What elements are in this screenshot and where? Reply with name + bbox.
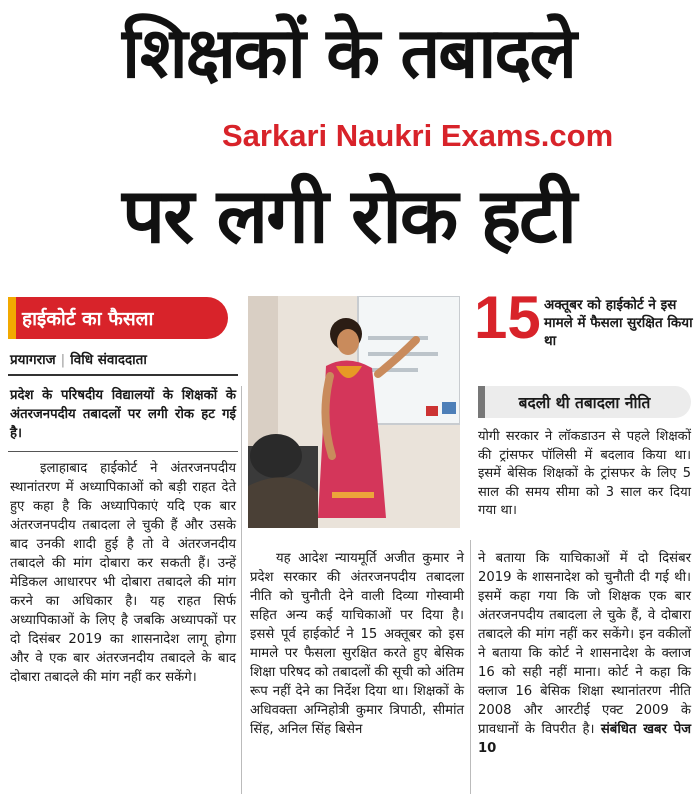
related-news-crossref: संबंधित खबर पेज 10 xyxy=(478,722,691,756)
column-divider xyxy=(241,386,242,794)
article-column-3 xyxy=(478,549,691,758)
teacher-photo-illustration xyxy=(248,296,460,528)
column-divider xyxy=(470,540,471,794)
divider xyxy=(8,451,238,452)
divider xyxy=(8,374,238,376)
column-2-text: यह आदेश न्यायमूर्ति अजीत कुमार ने प्रदेश सरकार की अंतरजनपदीय तबादला नीति को चुनौती देने वाली दिव्या गोस्वामी सहित अन्य कई याचिकाओं पर दिया है। इससे पूर्व हाईकोर्ट ने 15 अक्तूबर को इस मामले पर फैसला सुरक्षित करते हुए बेसिक शिक्षा परिषद को तबादलों की सूची को अंतिम रूप नहीं देने का निर्देश दिया था। शिक्षकों के अधिवक्ता अग्निहोत्री कुमार त्रिपाठी, सीमांत सिंह, अनिल सिंह बिसेन xyxy=(250,551,464,737)
column-1-text: इलाहाबाद हाईकोर्ट ने अंतरजनपदीय स्थानांतरण में अध्यापिकाओं को बड़ी राहत देते हुए कहा है कि अध्यापिकाएं यदि एक बार अंतरजनपदीय तबादला ले चुकी हैं और उसके बाद उनकी शादी हुई है तो वे अंतरजनदीय तबादले की मांग दोबारा कर सकती हैं। उन्हें मेडिकल आधारपर भी दोबारा तबादले की मांग करने का अधिकार है। यह राहत सिर्फ अध्यापिकाओं के लिए है जबकि अध्यापकों पर दो दिसंबर 2019 का शासनादेश लागू होगा और वे एक बार अंतरजनदीय तबादले के बाद दोबारा तबादले की मांग नहीं कर सकेंगे। xyxy=(10,461,236,685)
dateline-place: प्रयागराज xyxy=(10,352,56,368)
intro-text: प्रदेश के परिषदीय विद्यालयों के शिक्षकों के अंतरजनपदीय तबादलों पर लगी रोक हट गई है। xyxy=(10,388,236,441)
verdict-banner: हाईकोर्ट का फैसला xyxy=(8,297,228,339)
dateline-reporter: विधि संवाददाता xyxy=(70,352,147,368)
highlight-number: 15 xyxy=(474,284,541,351)
highlight-text: अक्तूबर को हाईकोर्ट ने इस मामले में फैसला सुरक्षित किया था xyxy=(544,297,693,349)
teacher-photo xyxy=(248,296,460,528)
column-3-paragraph xyxy=(478,549,691,758)
dateline xyxy=(10,350,147,368)
policy-text: योगी सरकार ने लॉकडाउन से पहले शिक्षकों की ट्रांसफर पॉलिसी में बदलाव किया था। इसमें बेसिक शिक्षकों के ट्रांसफर के लिए 5 साल की समय सीमा को 3 साल कर दिया गया था। xyxy=(478,429,691,518)
article-column-2 xyxy=(250,549,464,739)
column-3-text: ने बताया कि याचिकाओं में दो दिसंबर 2019 के शासनादेश को चुनौती दी गई थी। इसमें कहा गया कि जो शिक्षक एक बार अंतरजनपदीय तबादला ले चुके हैं, वे दोबारा तबादले की मांग नहीं कर सकेंगे। इन वकीलों ने बताया कि कोर्ट ने शासनादेश के क्लाज 16 को सही नहीं माना। कोर्ट ने कहा कि क्लाज 16 बेसिक शिक्षा स्थानांतरण नीति 2008 और आरटीई एक्ट 2009 के प्रावधानों के विपरीत है। xyxy=(478,551,691,737)
headline-line-2: पर लगी रोक हटी xyxy=(121,171,576,260)
policy-subhead: बदली थी तबादला नीति xyxy=(478,386,691,418)
watermark: Sarkari Naukri Exams.com xyxy=(222,118,614,153)
article-column-1 xyxy=(10,459,236,687)
headline-line-1: शिक्षकों के तबादले xyxy=(122,12,575,94)
intro-paragraph xyxy=(10,386,236,443)
dateline-separator: | xyxy=(60,352,66,368)
